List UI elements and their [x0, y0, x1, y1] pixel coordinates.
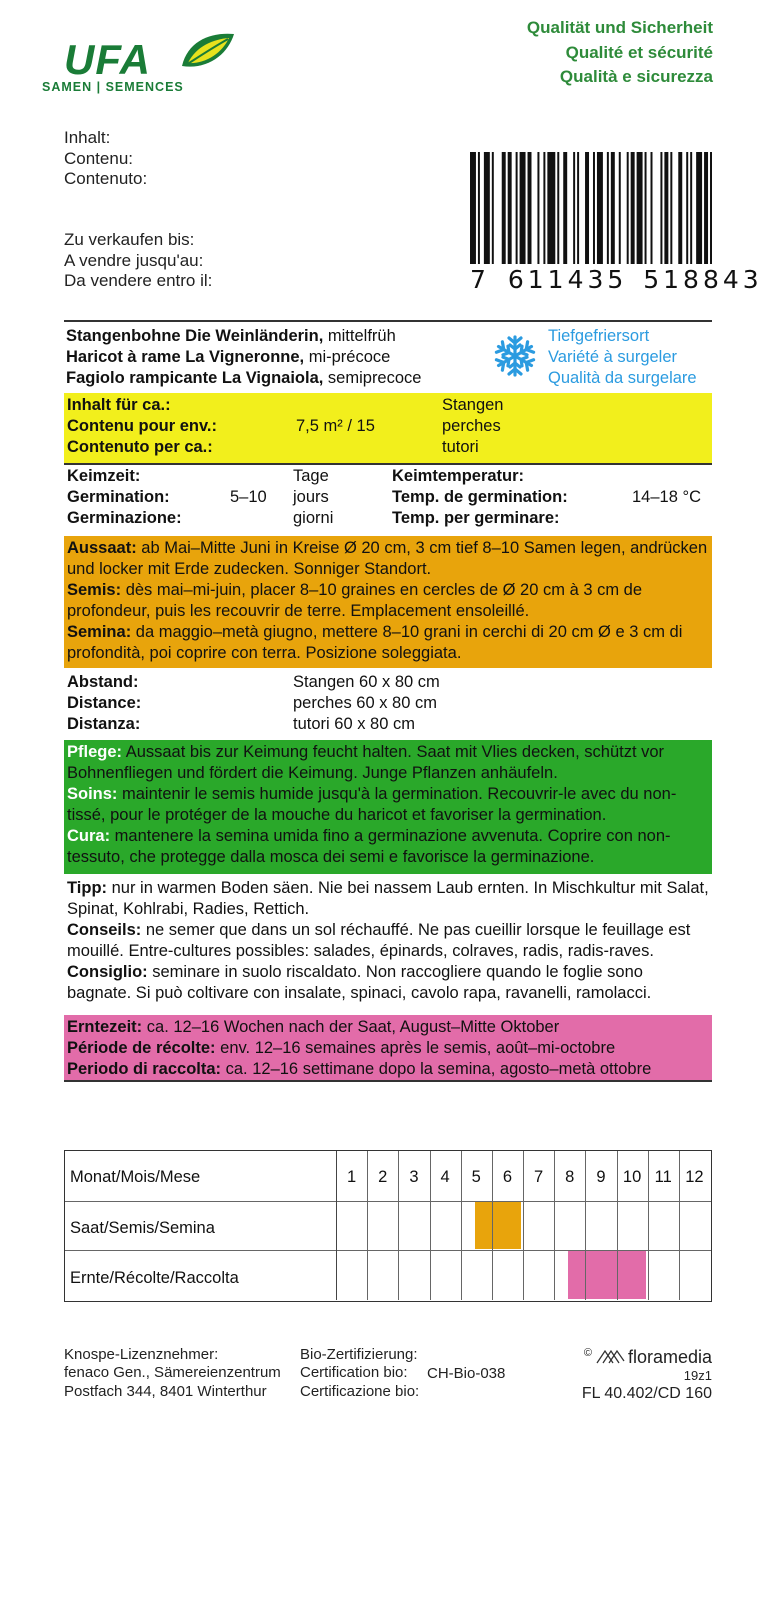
- content-label-fr: Contenu:: [64, 148, 133, 168]
- calendar-month-3: 3: [409, 1168, 419, 1186]
- care-text: [67, 742, 710, 868]
- tips-section: [67, 878, 711, 1004]
- germination-labels: Keimzeit: Germination: Germinazione:: [67, 467, 182, 527]
- calendar-header-label: Monat/Mois/Mese: [70, 1168, 201, 1186]
- distance-values: Stangen 60 x 80 cm perches 60 x 80 cm tutori 60 x 80 cm: [293, 673, 440, 733]
- ufa-logo: [40, 28, 250, 98]
- divider: [64, 320, 712, 322]
- quality-de: Qualität und Sicherheit: [526, 18, 713, 37]
- distance-labels: Abstand: Distance: Distanza:: [67, 673, 142, 733]
- calendar-row-harvest-label: Ernte/Récolte/Raccolta: [70, 1269, 239, 1287]
- sowing-text: [67, 538, 710, 664]
- product-title: [66, 326, 421, 389]
- barcode-number: [470, 264, 763, 296]
- care-de: Pflege: Aussaat bis zur Keimung feucht halten. Saat mit Vlies decken, schützt vor Bohnenfliegen und fördert die Keimung. Junge Pflanzen anhäufeln.: [67, 743, 665, 782]
- quality-it: Qualità e sicurezza: [559, 67, 713, 87]
- germination-days: 5–10: [230, 488, 267, 506]
- tips-it: Consiglio: seminare in suolo riscaldato. Non raccogliere quando le foglie sono bagnate. Si può coltivare con insalate, spinaci, cavolo rapa, ravanelli, ramolacci.: [67, 962, 652, 1002]
- sowing-harvest-calendar: [64, 1150, 712, 1302]
- sowing-it: Semina: da maggio–metà giugno, mettere 8–10 grani in cerchi di 20 cm Ø e 3 cm di profondità, poi coprire con terra. Posizione soleggiata.: [67, 622, 683, 662]
- barcode-group1: 611435: [507, 265, 628, 294]
- logo-wordmark: UFA: [64, 36, 151, 83]
- quality-slogan: [527, 16, 713, 90]
- freeze-fr: Variété à surgeler: [548, 347, 678, 366]
- calendar-month-6: 6: [502, 1168, 512, 1186]
- germination-units: Tage jours giorni: [293, 467, 334, 527]
- tips-de: Tipp: nur in warmen Boden säen. Nie bei nassem Laub ernten. In Mischkultur mit Salat, Spinat, Kohlrabi, Radies, Rettich.: [67, 879, 709, 918]
- harvest-it: Periodo di raccolta: ca. 12–16 settimane dopo la semina, agosto–metà ottobre: [67, 1059, 652, 1078]
- harvest-box: [64, 1015, 712, 1080]
- harvest-text: [67, 1017, 710, 1080]
- quantity-units: Stangen perches tutori: [442, 396, 504, 456]
- care-box: [64, 740, 712, 874]
- quantity-box: [64, 393, 712, 463]
- care-fr: Soins: maintenir le semis humide jusqu'à la germination. Recouvrir-le avec du non-tissé, pour le protéger de la mouche du haricot et favoriser la germination.: [67, 784, 677, 824]
- calendar-row-sowing-label: Saat/Semis/Semina: [70, 1219, 215, 1237]
- calendar-month-11: 11: [654, 1168, 672, 1186]
- tips-fr: Conseils: ne semer que dans un sol réchauffé. Ne pas cueillir lorsque le feuillage est mouillé. Entre-cultures possibles: salades, épinards, colraves, radis, radis-raves.: [67, 920, 691, 960]
- calendar-row-divider: [65, 1201, 711, 1202]
- calendar-month-8: 8: [565, 1168, 575, 1186]
- sell-by-label-fr: A vendre jusqu'au:: [64, 250, 204, 270]
- calendar-month-9: 9: [596, 1168, 606, 1186]
- content-label-it: Contenuto:: [64, 169, 148, 189]
- sell-by-label-de: Zu verkaufen bis:: [64, 230, 195, 249]
- barcode-bars: [470, 152, 712, 264]
- harvest-de: Erntezeit: ca. 12–16 Wochen nach der Saat, August–Mitte Oktober: [67, 1018, 560, 1036]
- divider: [64, 1080, 712, 1082]
- product-title-it: Fagiolo rampicante La Vignaiola, semiprecoce: [66, 368, 422, 387]
- calendar-fill-sowing: [475, 1202, 521, 1250]
- calendar-fill-harvest: [568, 1251, 646, 1299]
- germination-temp-labels: Keimtemperatur: Temp. de germination: Temp. per germinare:: [392, 467, 568, 527]
- floramedia-leaf-icon: [595, 1349, 625, 1365]
- barcode: [470, 152, 763, 294]
- barcode-first-digit: 7: [470, 265, 490, 294]
- barcode-group2: 518843: [643, 265, 763, 294]
- copyright-mark: ©: [583, 1347, 592, 1360]
- quality-fr: Qualité et sécurité: [565, 42, 713, 62]
- bio-code: CH-Bio-038: [427, 1365, 506, 1382]
- calendar-month-12: 12: [685, 1168, 704, 1186]
- snowflake-icon: [493, 334, 537, 378]
- sell-by-label-it: Da vendere entro il:: [64, 271, 213, 291]
- article-number: FL 40.402/CD 160: [581, 1385, 712, 1402]
- version-code: 19z1: [683, 1368, 712, 1383]
- calendar-month-5: 5: [471, 1168, 481, 1186]
- sowing-fr: Semis: dès mai–mi-juin, placer 8–10 graines en cercles de Ø 20 cm à 3 cm de profondeur, puis les recouvrir de terre. Emplacement ensoleillé.: [67, 580, 643, 620]
- freeze-de: Tiefgefriersort: [548, 327, 650, 345]
- calendar-month-4: 4: [440, 1168, 450, 1186]
- knospe-license: Knospe-Lizenznehmer: fenaco Gen., Sämereienzentrum Postfach 344, 8401 Winterthur: [64, 1346, 281, 1400]
- sell-by-fields: [64, 230, 212, 292]
- floramedia-wordmark: floramedia: [627, 1347, 712, 1367]
- harvest-fr: Période de récolte: env. 12–16 semaines après le semis, août–mi-octobre: [67, 1038, 616, 1057]
- calendar-month-7: 7: [533, 1168, 544, 1186]
- product-title-de: Stangenbohne Die Weinländerin, mittelfrüh: [66, 327, 396, 345]
- leaf-icon: [178, 32, 236, 70]
- content-label-de: Inhalt:: [64, 128, 111, 147]
- logo-subtitle: SAMEN | SEMENCES: [42, 80, 184, 94]
- divider: [64, 463, 712, 465]
- calendar-month-10: 10: [622, 1168, 642, 1186]
- freeze-variety: [548, 326, 697, 389]
- germination-temp-value: 14–18 °C: [632, 488, 701, 506]
- quantity-value: 7,5 m² / 15: [296, 417, 375, 435]
- floramedia-logo: [584, 1346, 712, 1369]
- calendar-month-2: 2: [378, 1168, 388, 1186]
- bio-certification: Bio-Zertifizierung: Certification bio: Certificazione bio:: [300, 1346, 420, 1400]
- quantity-labels: Inhalt für ca.: Contenu pour env.: Contenuto per ca.:: [67, 396, 218, 456]
- calendar-month-1: 1: [346, 1168, 357, 1186]
- care-it: Cura: mantenere la semina umida fino a germinazione avvenuta. Coprire con non-tessuto, che protegge dalla mosca dei semi e favorisce la germinazione.: [67, 826, 671, 866]
- sowing-box: [64, 536, 712, 668]
- content-fields: [64, 128, 147, 190]
- calendar-row-divider: [65, 1250, 711, 1251]
- product-title-fr: Haricot à rame La Vigneronne, mi-précoce: [66, 347, 391, 366]
- sowing-de: Aussaat: ab Mai–Mitte Juni in Kreise Ø 20 cm, 3 cm tief 8–10 Samen legen, andrücken und locker mit Erde zudecken. Sonniger Standort.: [67, 539, 708, 578]
- freeze-it: Qualità da surgelare: [548, 368, 697, 387]
